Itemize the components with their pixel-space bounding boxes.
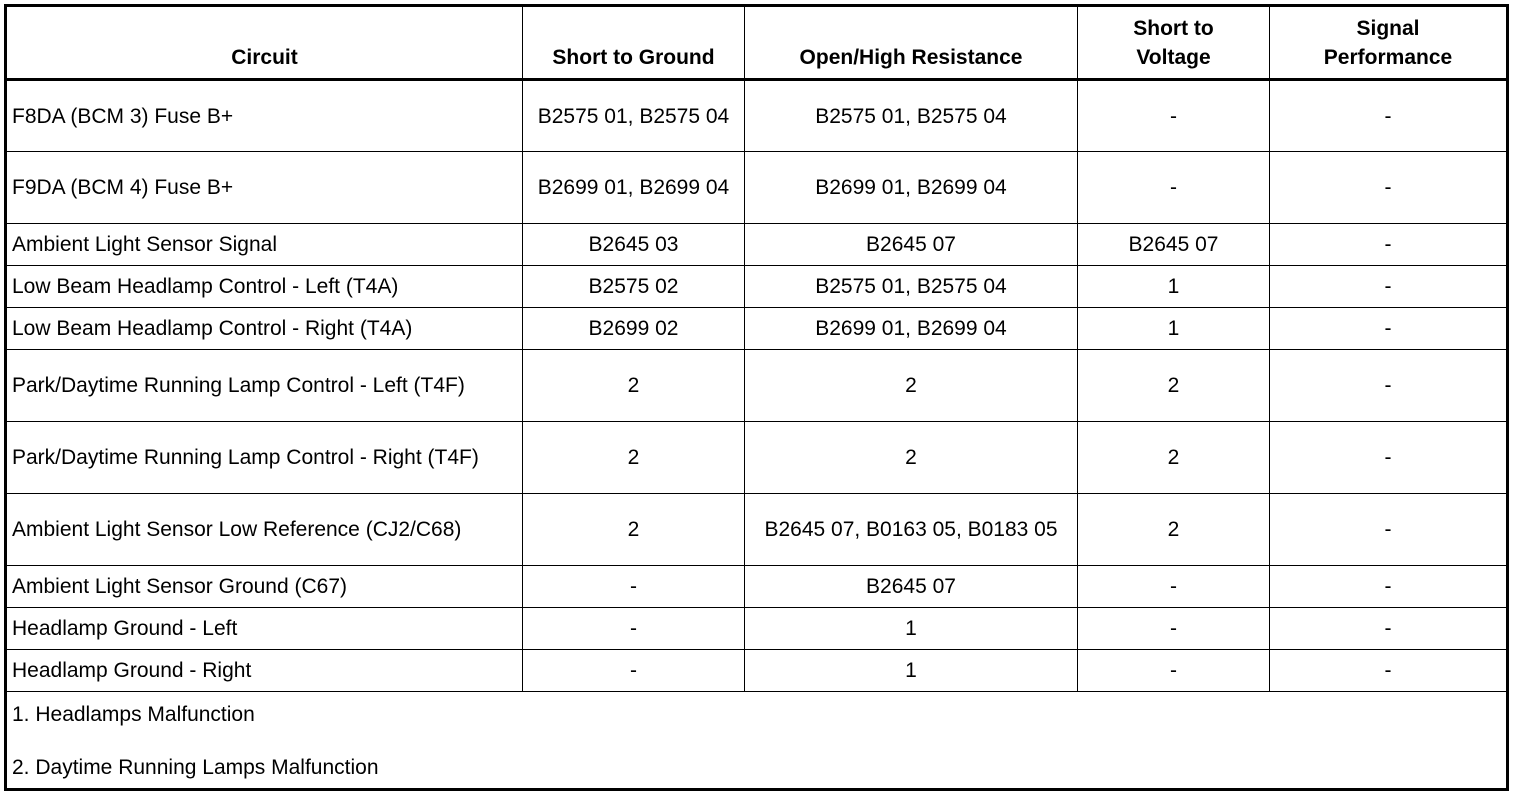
open-high-resistance-cell: B2575 01, B2575 04 <box>745 266 1078 308</box>
note-1: 1. Headlamps Malfunction <box>12 703 255 726</box>
circuit-diagnostic-table <box>6 6 1507 789</box>
short-to-voltage-cell: - <box>1078 650 1270 692</box>
circuit-cell: Park/Daytime Running Lamp Control - Right (T4F) <box>7 422 523 494</box>
open-high-resistance-cell: 2 <box>745 350 1078 422</box>
open-high-resistance-cell: B2645 07, B0163 05, B0183 05 <box>745 494 1078 566</box>
short-to-voltage-cell: - <box>1078 566 1270 608</box>
short-to-ground-cell: B2699 01, B2699 04 <box>523 152 745 224</box>
signal-performance-cell: - <box>1270 224 1507 266</box>
notes-row <box>7 692 1507 789</box>
signal-performance-cell: - <box>1270 650 1507 692</box>
circuit-cell: Low Beam Headlamp Control - Left (T4A) <box>7 266 523 308</box>
table-row <box>7 350 1507 422</box>
table-row <box>7 80 1507 152</box>
circuit-cell: Ambient Light Sensor Low Reference (CJ2/C68) <box>7 494 523 566</box>
short-to-voltage-cell: 2 <box>1078 494 1270 566</box>
circuit-cell: Headlamp Ground - Left <box>7 608 523 650</box>
circuit-cell: Ambient Light Sensor Ground (C67) <box>7 566 523 608</box>
table-row <box>7 494 1507 566</box>
short-to-ground-cell: - <box>523 608 745 650</box>
open-high-resistance-cell: B2699 01, B2699 04 <box>745 308 1078 350</box>
short-to-voltage-cell: 2 <box>1078 350 1270 422</box>
note-2: 2. Daytime Running Lamps Malfunction <box>12 756 379 779</box>
open-high-resistance-cell: 1 <box>745 608 1078 650</box>
short-to-ground-cell: B2645 03 <box>523 224 745 266</box>
short-to-voltage-cell: 1 <box>1078 266 1270 308</box>
signal-performance-cell: - <box>1270 308 1507 350</box>
short-to-voltage-cell: 2 <box>1078 422 1270 494</box>
open-high-resistance-cell: B2645 07 <box>745 566 1078 608</box>
circuit-cell: Low Beam Headlamp Control - Right (T4A) <box>7 308 523 350</box>
header-row <box>7 7 1507 80</box>
short-to-voltage-cell: 1 <box>1078 308 1270 350</box>
open-high-resistance-cell: B2575 01, B2575 04 <box>745 80 1078 152</box>
table-row <box>7 152 1507 224</box>
table-row <box>7 566 1507 608</box>
short-to-voltage-cell: B2645 07 <box>1078 224 1270 266</box>
signal-performance-cell: - <box>1270 422 1507 494</box>
short-to-voltage-cell: - <box>1078 80 1270 152</box>
signal-performance-cell: - <box>1270 152 1507 224</box>
short-to-ground-cell: - <box>523 566 745 608</box>
header-circuit: Circuit <box>7 7 523 80</box>
open-high-resistance-cell: 2 <box>745 422 1078 494</box>
short-to-ground-cell: 2 <box>523 350 745 422</box>
signal-performance-cell: - <box>1270 266 1507 308</box>
short-to-ground-cell: 2 <box>523 422 745 494</box>
circuit-cell: F9DA (BCM 4) Fuse B+ <box>7 152 523 224</box>
signal-performance-cell: - <box>1270 494 1507 566</box>
circuit-cell: Headlamp Ground - Right <box>7 650 523 692</box>
table-row <box>7 608 1507 650</box>
header-short-to-voltage: Short to Voltage <box>1078 7 1270 80</box>
signal-performance-cell: - <box>1270 566 1507 608</box>
notes-cell <box>7 692 1507 789</box>
circuit-cell: Ambient Light Sensor Signal <box>7 224 523 266</box>
short-to-ground-cell: B2575 01, B2575 04 <box>523 80 745 152</box>
header-short-to-ground: Short to Ground <box>523 7 745 80</box>
circuit-cell: Park/Daytime Running Lamp Control - Left (T4F) <box>7 350 523 422</box>
short-to-ground-cell: 2 <box>523 494 745 566</box>
table-row <box>7 224 1507 266</box>
short-to-ground-cell: - <box>523 650 745 692</box>
header-signal-performance: Signal Performance <box>1270 7 1507 80</box>
signal-performance-cell: - <box>1270 350 1507 422</box>
short-to-voltage-cell: - <box>1078 152 1270 224</box>
open-high-resistance-cell: B2699 01, B2699 04 <box>745 152 1078 224</box>
table-row <box>7 266 1507 308</box>
signal-performance-cell: - <box>1270 608 1507 650</box>
header-open-high-resistance: Open/High Resistance <box>745 7 1078 80</box>
signal-performance-cell: - <box>1270 80 1507 152</box>
circuit-cell: F8DA (BCM 3) Fuse B+ <box>7 80 523 152</box>
short-to-ground-cell: B2575 02 <box>523 266 745 308</box>
open-high-resistance-cell: B2645 07 <box>745 224 1078 266</box>
table-row <box>7 308 1507 350</box>
table-row <box>7 650 1507 692</box>
open-high-resistance-cell: 1 <box>745 650 1078 692</box>
short-to-ground-cell: B2699 02 <box>523 308 745 350</box>
short-to-voltage-cell: - <box>1078 608 1270 650</box>
table-row <box>7 422 1507 494</box>
